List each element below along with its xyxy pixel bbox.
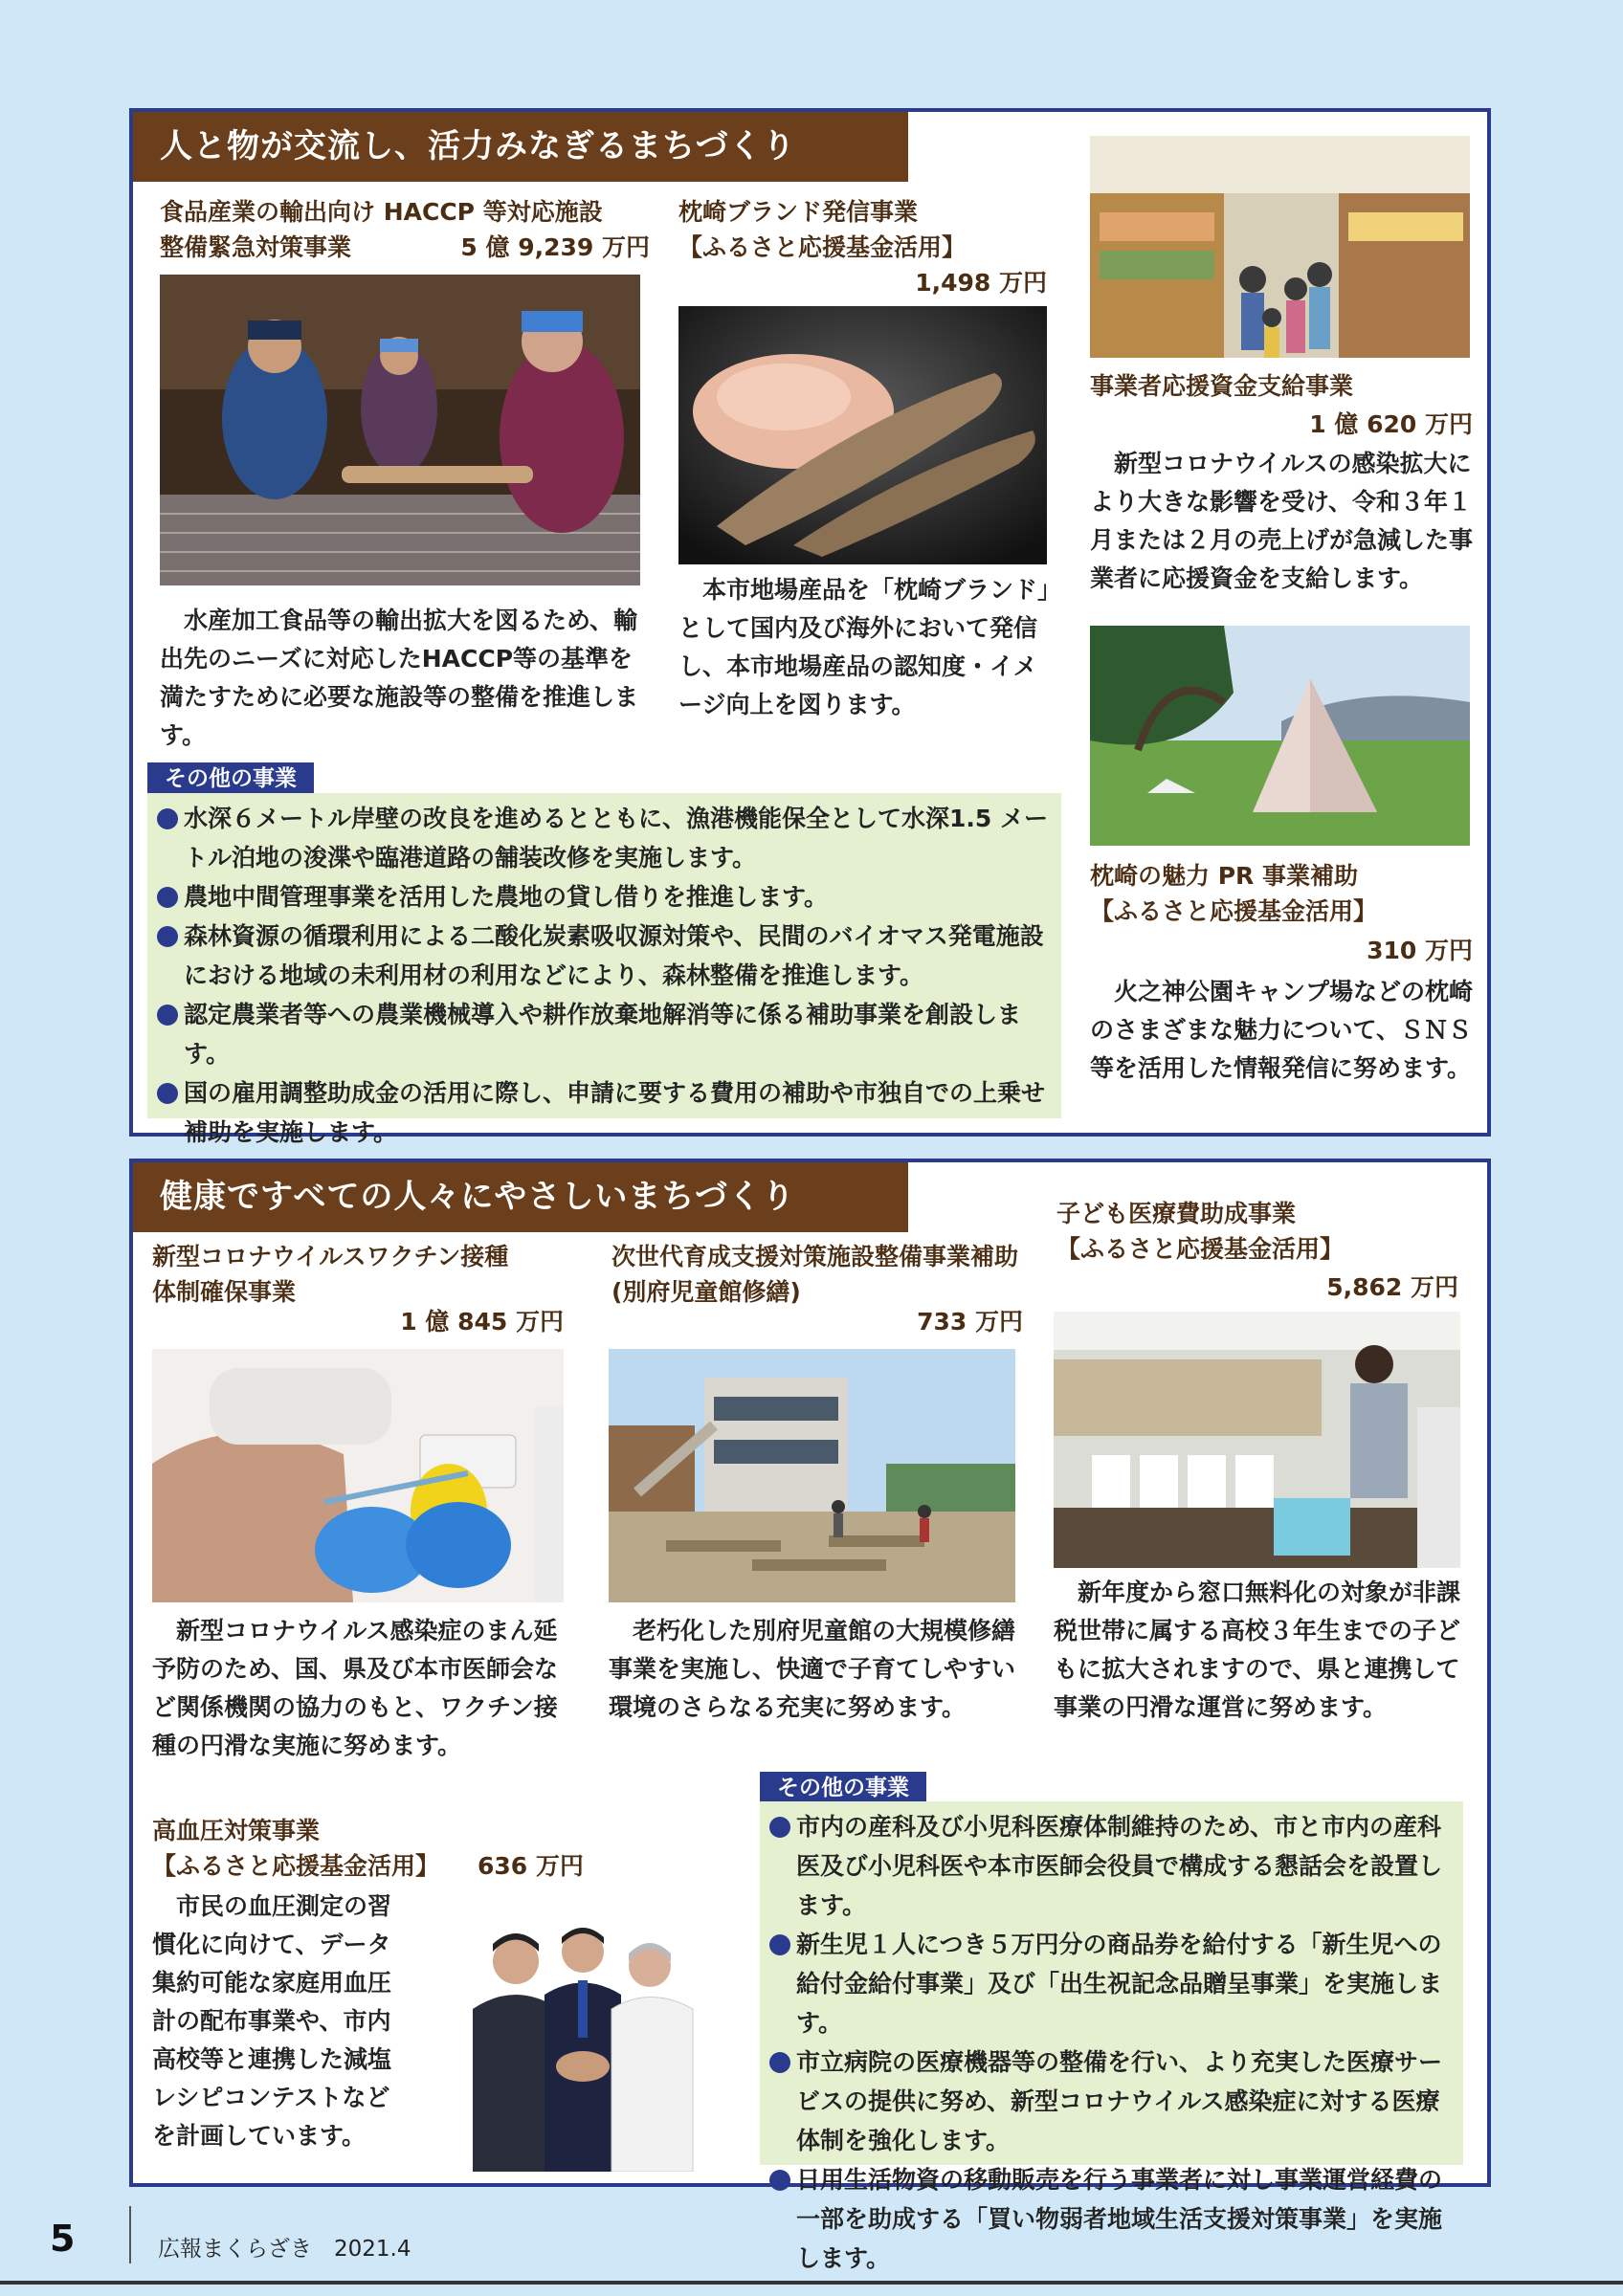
child-medical-amount: 5,862 万円 <box>1326 1273 1458 1301</box>
vaccine-title-line1: 新型コロナウイルスワクチン接種 <box>152 1243 509 1270</box>
campsite-photo <box>1090 626 1470 846</box>
bottom-rule <box>0 2281 1623 2285</box>
bullet-icon <box>157 926 178 947</box>
vaccination-photo <box>152 1349 564 1602</box>
nextgen-amount: 733 万円 <box>917 1308 1023 1336</box>
child-medical-title <box>1056 1196 1468 1267</box>
bp-body-line: レシピコンテストなど <box>152 2084 390 2111</box>
footer-divider <box>129 2206 131 2263</box>
pr-title <box>1090 858 1473 929</box>
bp-title <box>152 1813 478 1884</box>
section-vitality <box>129 108 1491 1146</box>
bullet-icon <box>769 1817 790 1838</box>
vaccine-amount: 1 億 845 万円 <box>400 1308 564 1336</box>
list-item: 日用生活物資の移動販売を行う事業者に対し事業運営経費の一部を助成する「買い物弱者地域生活支援対策事業」を実施します。 <box>769 2160 1454 2278</box>
bullet-icon <box>157 1083 178 1104</box>
fish-processing-photo <box>160 275 640 585</box>
list-item: 新生児１人につき５万円分の商品券を給付する「新生児への給付金給付事業」及び「出生祝記念品贈呈事業」を実施します。 <box>769 1925 1454 2042</box>
bp-body-line: 市民の血圧測定の習 <box>176 1892 392 1920</box>
list-item: 農地中間管理事業を活用した農地の貸し借りを推進します。 <box>157 877 1052 916</box>
other-projects-tag: その他の事業 <box>147 762 314 795</box>
list-item: 水深６メートル岸壁の改良を進めるとともに、漁港機能保全として水深1.5 メートル泊地の浚渫や臨港道路の舗装改修を実施します。 <box>157 799 1052 877</box>
katsuobushi-photo <box>678 306 1047 564</box>
bp-title-line1: 高血圧対策事業 <box>152 1817 321 1844</box>
bp-body-line: 計の配布事業や、市内 <box>152 2007 391 2035</box>
bullet-icon <box>157 887 178 908</box>
bullet-icon <box>769 2170 790 2191</box>
pr-title-line1: 枕崎の魅力 PR 事業補助 <box>1090 862 1358 890</box>
bullet-icon <box>157 808 178 829</box>
brand-title-line1: 枕崎ブランド発信事業 <box>678 198 919 226</box>
nextgen-title-line2: (別府児童館修繕) <box>611 1278 801 1306</box>
bp-body-line: 集約可能な家庭用血圧 <box>152 1969 392 1997</box>
market-photo <box>1090 136 1470 358</box>
publication-name: 広報まくらざき 2021.4 <box>158 2237 411 2262</box>
page-number: 5 <box>50 2218 76 2260</box>
brand-amount: 1,498 万円 <box>915 269 1047 297</box>
bullet-icon <box>769 2052 790 2073</box>
bp-body <box>152 1888 449 2155</box>
bp-body-line: 慣化に向けて、データ <box>152 1931 391 1958</box>
support-amount: 1 億 620 万円 <box>1309 410 1473 438</box>
childrens-hall-photo <box>609 1349 1015 1602</box>
pr-title-line2: 【ふるさと応援基金活用】 <box>1090 897 1378 925</box>
vaccine-body: 新型コロナウイルス感染症のまん延予防のため、国、県及び本市医師会など関係機関の協力のもと、ワクチン接種の円滑な実施に努めます。 <box>152 1617 559 1759</box>
haccp-body: 水産加工食品等の輸出拡大を図るため、輸出先のニーズに対応したHACCP等の基準を満たすために必要な施設等の整備を推進します。 <box>160 607 639 749</box>
bullet-icon <box>157 1004 178 1026</box>
child-medical-body: 新年度から窓口無料化の対象が非課税世帯に属する高校３年生までの子どもに拡大されますので、県と連携して事業の円滑な運営に努めます。 <box>1054 1578 1461 1721</box>
haccp-title-line1: 食品産業の輸出向け HACCP 等対応施設 <box>160 198 603 226</box>
bullet-icon <box>769 1934 790 1955</box>
bp-body-line: 高校等と連携した減塩 <box>152 2045 392 2073</box>
other-projects-tag: その他の事業 <box>760 1772 926 1804</box>
city-office-counter-photo <box>1054 1312 1460 1568</box>
nextgen-body: 老朽化した別府児童館の大規模修繕事業を実施し、快適で子育てしやすい環境のさらなる充実に努めます。 <box>609 1617 1016 1721</box>
list-item: 市内の産科及び小児科医療体制維持のため、市と市内の産科医及び小児科医や本市医師会役員で構成する懇話会を設置します。 <box>769 1807 1454 1925</box>
pr-body: 火之神公園キャンプ場などの枕崎のさまざまな魅力について、ＳＮＳ等を活用した情報発信に努めます。 <box>1090 978 1474 1082</box>
haccp-amount: 5 億 9,239 万円 <box>460 233 650 261</box>
bp-title-line2: 【ふるさと応援基金活用】 <box>152 1852 440 1880</box>
nextgen-title <box>611 1239 1033 1310</box>
list-item: 市立病院の医療機器等の整備を行い、より充実した医療サービスの提供に努め、新型コロナウイルス感染症に対する医療体制を強化します。 <box>769 2042 1454 2160</box>
vaccine-title <box>152 1239 573 1310</box>
other-projects-list <box>147 793 1061 1146</box>
section-banner: 健康ですべての人々にやさしいまちづくり <box>133 1162 908 1232</box>
nextgen-title-line1: 次世代育成支援対策施設整備事業補助 <box>611 1243 1019 1270</box>
child-medical-title-line1: 子ども医療費助成事業 <box>1056 1200 1297 1227</box>
brand-body: 本市地場産品を「枕崎ブランド」として国内及び海外において発信し、本市地場産品の認知度・イメージ向上を図ります。 <box>678 576 1050 718</box>
list-item: 認定農業者等への農業機械導入や耕作放棄地解消等に係る補助事業を創設します。 <box>157 995 1052 1073</box>
other-projects-list <box>760 1801 1463 2272</box>
section-banner: 人と物が交流し、活力みなぎるまちづくり <box>133 112 908 182</box>
bp-body-line: を計画しています。 <box>152 2122 367 2150</box>
vaccine-title-line2: 体制確保事業 <box>152 1278 297 1306</box>
list-item: 森林資源の循環利用による二酸化炭素吸収源対策や、民間のバイオマス発電施設における地域の未利用材の利用などにより、森林整備を推進します。 <box>157 916 1052 995</box>
list-item: 国の雇用調整助成金の活用に際し、申請に要する費用の補助や市独自での上乗せ補助を実施します。 <box>157 1073 1052 1152</box>
child-medical-title-line2: 【ふるさと応援基金活用】 <box>1056 1235 1345 1263</box>
support-body: 新型コロナウイルスの感染拡大により大きな影響を受け、令和３年１月または２月の売上げが急減した事業者に応援資金を支給します。 <box>1090 450 1474 592</box>
haccp-title-line2: 整備緊急対策事業 <box>160 233 352 261</box>
handshake-officials-photo <box>463 1923 707 2172</box>
brand-title-line2: 【ふるさと応援基金活用】 <box>678 233 967 261</box>
brand-title <box>678 194 1061 265</box>
bp-amount: 636 万円 <box>478 1852 584 1880</box>
pr-amount: 310 万円 <box>1367 937 1473 964</box>
support-title: 事業者応援資金支給事業 <box>1090 372 1354 400</box>
